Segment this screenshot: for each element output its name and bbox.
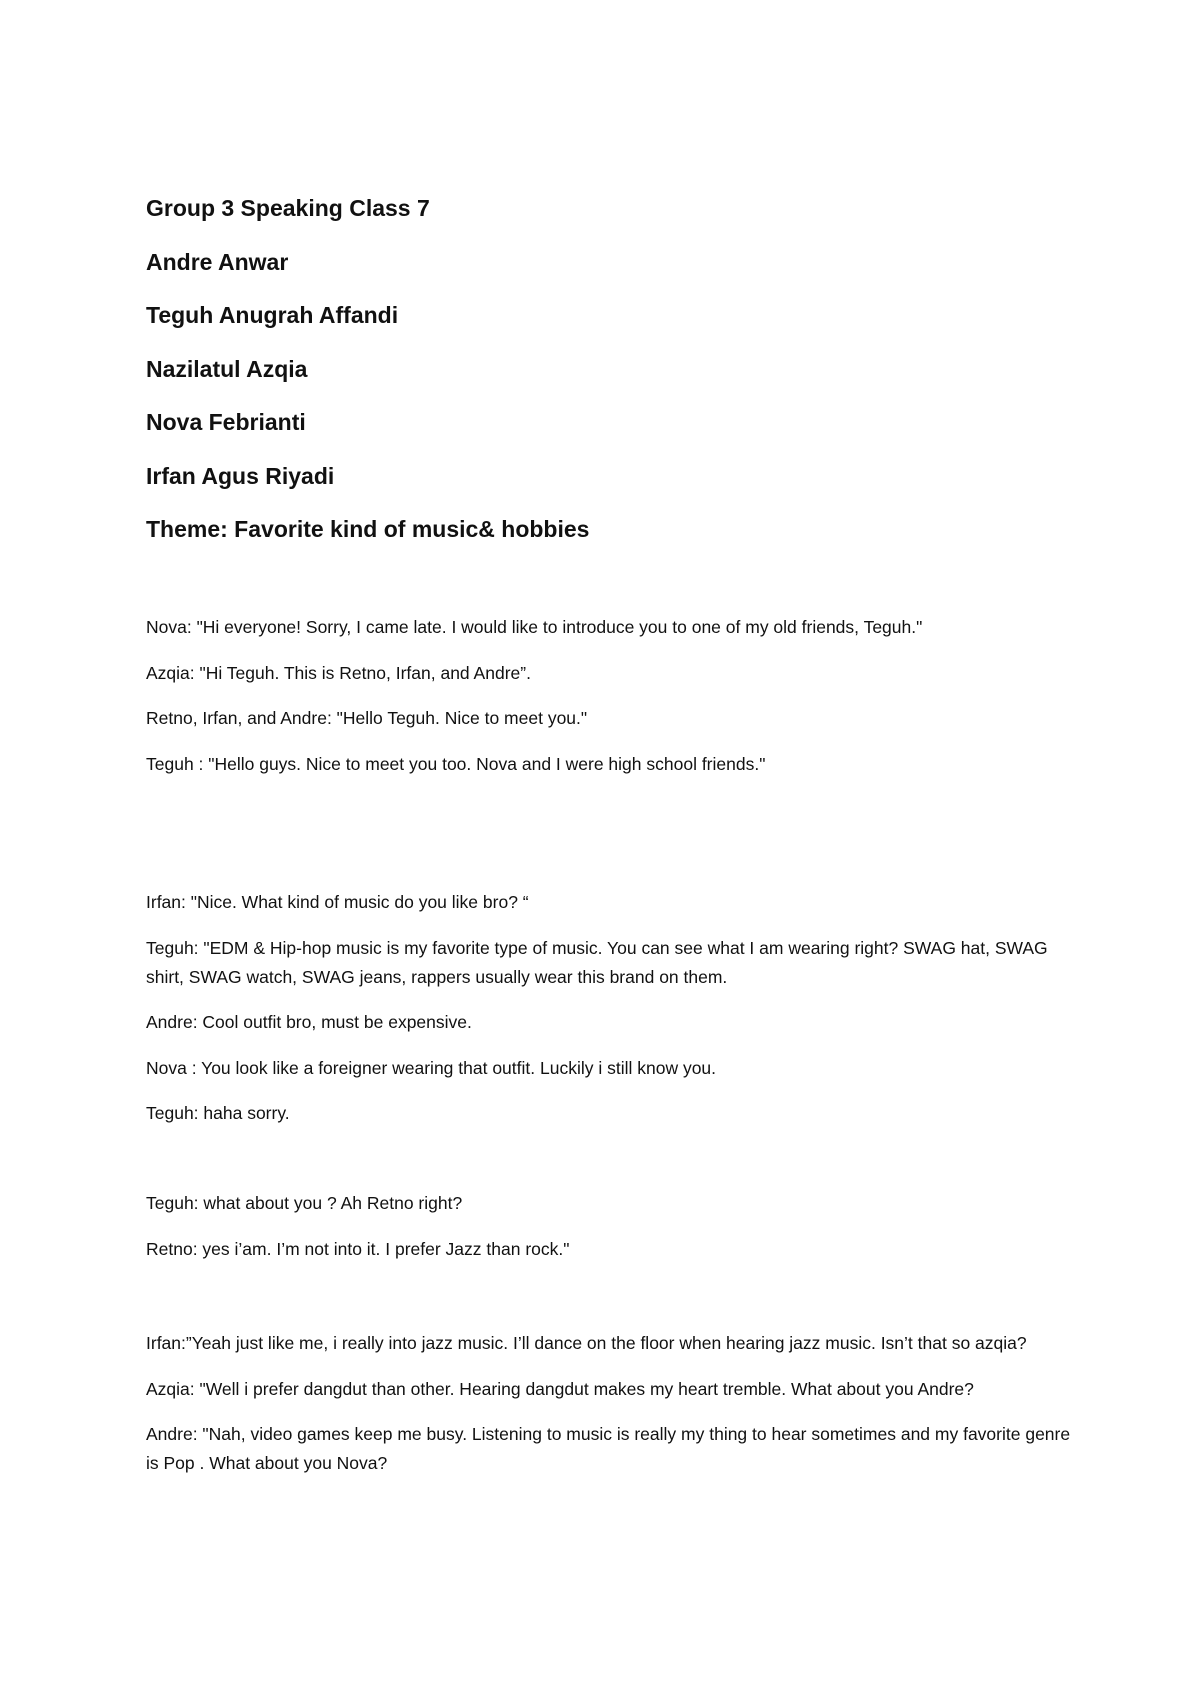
dialogue-line: Retno, Irfan, and Andre: "Hello Teguh. Nice to meet you." (146, 708, 588, 728)
dialogue-line: Teguh: haha sorry. (146, 1103, 290, 1123)
dialogue-line: Teguh: what about you ? Ah Retno right? (146, 1193, 463, 1213)
dialogue-line: Andre: Cool outfit bro, must be expensive. (146, 1012, 472, 1032)
member-name: Andre Anwar (146, 248, 289, 275)
member-name: Irfan Agus Riyadi (146, 462, 335, 489)
dialogue-section-4 (146, 1329, 1076, 1495)
dialogue-line: Irfan: "Nice. What kind of music do you like bro? “ (146, 892, 529, 912)
dialogue-line: Nova: "Hi everyone! Sorry, I came late. I would like to introduce you to one of my old friends, Teguh." (146, 617, 923, 637)
dialogue-line: Teguh: "EDM & Hip-hop music is my favorite type of music. You can see what I am wearing right? SWAG hat, SWAG shirt, SWAG watch, SWAG jeans, rappers usually wear this brand on them. (146, 937, 1048, 987)
member-name: Nazilatul Azqia (146, 355, 308, 382)
dialogue-section-3 (146, 1189, 1076, 1280)
dialogue-line: Irfan:”Yeah just like me, i really into jazz music. I’ll dance on the floor when hearing jazz music. Isn’t that so azqia? (146, 1333, 1027, 1353)
theme-line: Theme: Favorite kind of music& hobbies (146, 516, 590, 542)
document-header (146, 193, 1076, 544)
member-name: Nova Febrianti (146, 409, 306, 435)
dialogue-line: Nova : You look like a foreigner wearing that outfit. Luckily i still know you. (146, 1057, 717, 1078)
dialogue-line: Andre: "Nah, video games keep me busy. Listening to music is really my thing to hear sometimes and my favorite genre is Pop . What about you Nova? (146, 1424, 1071, 1473)
dialogue-line: Azqia: "Hi Teguh. This is Retno, Irfan, and Andre”. (146, 662, 531, 683)
dialogue-section-2 (146, 888, 1076, 1145)
dialogue-line: Retno: yes i’am. I’m not into it. I prefer Jazz than rock." (146, 1238, 570, 1259)
group-title: Group 3 Speaking Class 7 (146, 195, 430, 221)
dialogue-section-1 (146, 613, 1076, 795)
member-name: Teguh Anugrah Affandi (146, 302, 399, 328)
dialogue-line: Teguh : "Hello guys. Nice to meet you too. Nova and I were high school friends." (146, 753, 766, 774)
dialogue-line: Azqia: "Well i prefer dangdut than other. Hearing dangdut makes my heart tremble. What about you Andre? (146, 1378, 974, 1399)
